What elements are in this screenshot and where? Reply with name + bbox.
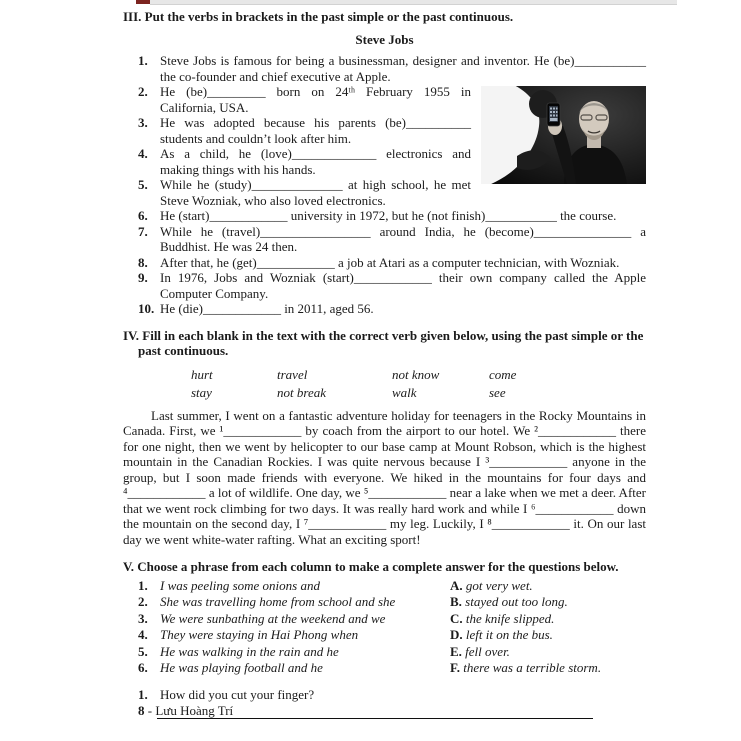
item-letter: D. (450, 627, 463, 642)
question-text: How did you cut your finger? (160, 686, 315, 702)
exercise-item (138, 301, 646, 317)
section4 (123, 328, 646, 548)
item-number: 10. (138, 301, 155, 316)
item-letter: C. (450, 610, 463, 626)
section3-subtitle: Steve Jobs (355, 31, 414, 47)
item-letter: A. (450, 577, 463, 593)
exercise-item (138, 224, 646, 255)
item-letter: E. (450, 643, 462, 659)
item-number: 9. (138, 270, 148, 285)
exercise-item (138, 255, 646, 271)
item-letter: F. (450, 660, 460, 675)
iphone-icon (547, 103, 560, 126)
gap-fill-passage: Last summer, I went on a fantastic adventure holiday for teenagers in the Rocky Mountains in Canada. First, we ¹____________ by coach from the airport to our hotel. We ²____________ there for one night, then we went by helicopter to our base camp at Mount Robson, which is the highest mountain in the Canadian Rockies. I was quite nervous because I ³____________ anyone in the group, but I soon made friends with everyone. We hiked in the mountains for four days and ⁴____________ a lot of wildlife. One day, we ⁵____________ near a lake when we met a deer. After that we went rock climbing for two days. It was really hard work and while I ⁶____________ down the mountain on the second day, I ⁷____________ my leg. Luckily, I ⁸____________ it. On our last day we went white-water rafting. What an exciting sport! (123, 407, 646, 547)
item-number: 2. (138, 84, 148, 99)
item-text: He was adopted because his parents (be)__________ students and couldn’t look after him. (160, 115, 471, 146)
scan-edge-red-mark (136, 0, 151, 4)
match-right-item: A. got very wet. (450, 577, 533, 593)
word-bank-item: hurt (191, 366, 213, 382)
section5 (123, 559, 646, 719)
exercise-item (138, 208, 646, 224)
match-left-item: 1. I was peeling some onions and (138, 577, 320, 593)
item-number: 1. (138, 577, 148, 593)
section3-heading: III. Put the verbs in brackets in the past simple or the past continuous. (123, 9, 514, 24)
footer-author: - Lưu Hoàng Trí (147, 703, 234, 718)
word-bank-item: not know (392, 366, 440, 382)
item-number: 4. (138, 146, 148, 161)
word-bank-item: travel (277, 366, 308, 382)
question-number: 1. (138, 686, 148, 702)
comprehension-question (123, 687, 646, 703)
item-number: 1. (138, 53, 148, 68)
match-right-item: B. stayed out too long. (450, 594, 568, 609)
page-content (123, 9, 646, 719)
word-bank-item: not break (277, 385, 326, 400)
item-number: 4. (138, 627, 148, 642)
item-number: 5. (138, 177, 148, 192)
item-text: He (be)_________ born on 24ᵗʰ February 1955 in California, USA. (160, 84, 471, 115)
page-number: 8 (138, 703, 145, 718)
match-right-item: E. fell over. (450, 643, 510, 659)
scan-edge-gray-strip (150, 0, 677, 5)
item-text: While he (study)______________ at high school, he met Steve Wozniak, who also loved electronics. (160, 177, 471, 208)
item-number: 8. (138, 254, 148, 270)
steve-jobs-photo (481, 86, 646, 184)
word-bank-item: walk (392, 385, 417, 400)
item-text: In 1976, Jobs and Wozniak (start)____________ their own company called the Apple Computer Company. (160, 270, 646, 301)
match-left-item: 3. We were sunbathing at the weekend and we (138, 610, 386, 626)
word-bank-item: see (489, 385, 506, 400)
item-number: 6. (138, 660, 148, 675)
word-bank-item: come (489, 366, 517, 382)
match-right-item: C. the knife slipped. (450, 610, 555, 626)
section3-exercise-list (123, 53, 646, 317)
match-left-item: 6. He was playing football and he (138, 660, 323, 675)
item-text: While he (travel)_________________ around India, he (become)_______________ a Buddhist. He was 24 then. (160, 223, 646, 254)
item-text: As a child, he (love)_____________ electronics and making things with his hands. (160, 146, 471, 177)
item-text: Steve Jobs is famous for being a businessman, designer and inventor. He (be)___________ the co-founder and chief executive at Apple. (160, 53, 646, 84)
item-number: 3. (138, 115, 148, 130)
word-bank (191, 367, 646, 401)
item-number: 2. (138, 594, 148, 609)
item-text: He (start)____________ university in 1972, but he (not finish)___________ the course. (160, 208, 617, 223)
item-number: 3. (138, 610, 148, 626)
match-left-item: 5. He was walking in the rain and he (138, 643, 339, 659)
match-right-item: D. left it on the bus. (450, 627, 553, 642)
page-footer (138, 703, 233, 719)
match-left-item: 2. She was travelling home from school and she (138, 594, 396, 609)
item-letter: B. (450, 594, 462, 609)
exercise-item (138, 270, 646, 301)
section4-heading: IV. Fill in each blank in the text with the correct verb given below, using the past simple or the past continuous. (123, 327, 644, 358)
item-number: 5. (138, 643, 148, 659)
matching-columns (123, 578, 646, 676)
item-text: After that, he (get)____________ a job at Atari as a computer technician, with Wozniak. (160, 254, 620, 270)
item-number: 6. (138, 208, 148, 223)
word-bank-item: stay (191, 385, 212, 400)
item-text: He (die)____________ in 2011, aged 56. (160, 301, 374, 316)
item-number: 7. (138, 223, 148, 239)
match-right-item: F. there was a terrible storm. (450, 660, 602, 675)
match-left-item: 4. They were staying in Hai Phong when (138, 627, 359, 642)
exercise-item (138, 53, 646, 84)
section5-heading: V. Choose a phrase from each column to make a complete answer for the questions below. (123, 559, 619, 574)
